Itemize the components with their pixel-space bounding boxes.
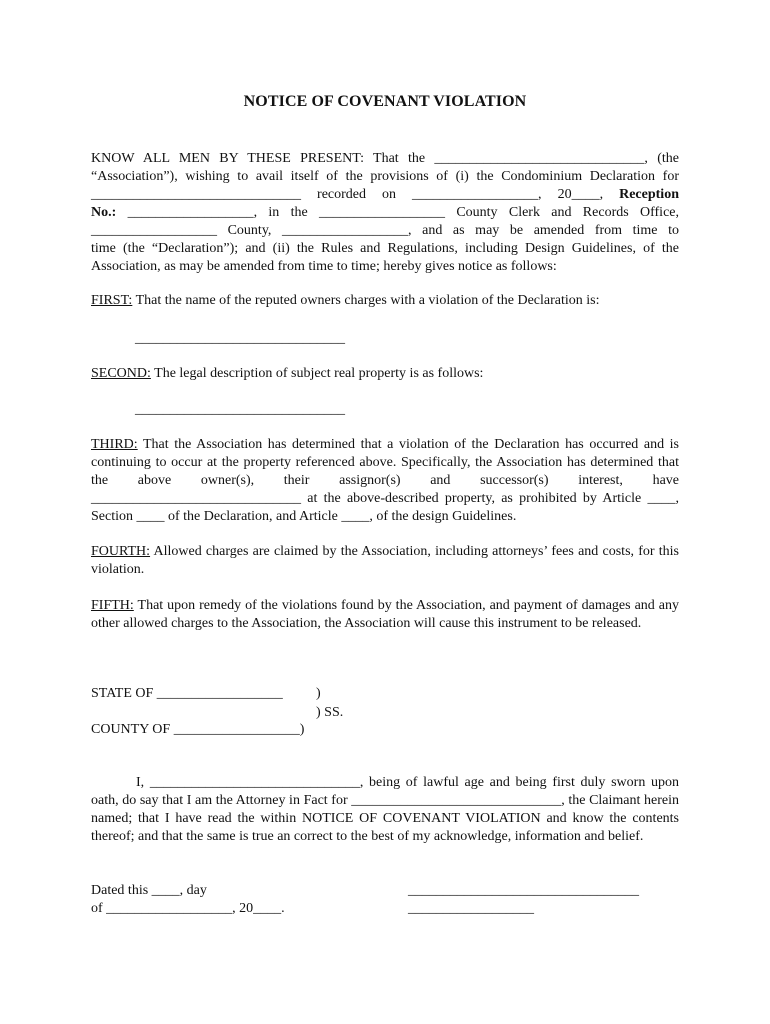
intro-line-3 — [91, 186, 679, 204]
dated-line-1: Dated this ____, day — [91, 883, 207, 898]
fifth-label: FIFTH: — [91, 598, 134, 613]
intro-line-3-text: ______________________________ recorded on __________________, 20____, — [91, 187, 620, 202]
intro-line-4-text: __________________, in the __________________ County Clerk and Records Office, — [116, 205, 679, 220]
ss-label: ) SS. — [316, 705, 344, 720]
intro-line-5: __________________ County, __________________, and as may be amended from time to — [91, 223, 679, 238]
second-text: The legal description of subject real property is as follows: — [150, 366, 484, 381]
first-paragraph — [91, 292, 679, 310]
second-paragraph — [91, 365, 679, 383]
intro-line-1: KNOW ALL MEN BY THESE PRESENT: That the ______________________________, (the — [91, 151, 679, 166]
state-paren: ) — [316, 686, 321, 701]
signature-sub-line: __________________ — [408, 901, 534, 916]
first-text: That the name of the reputed owners charges with a violation of the Declaration is: — [132, 293, 600, 308]
intro-paragraph — [91, 150, 679, 276]
dated-line-2: of __________________, 20____. — [91, 901, 285, 916]
fourth-paragraph — [91, 543, 679, 579]
intro-line-6: time (the “Declaration”); and (ii) the Rules and Regulations, including Design Guidelines, of the — [91, 241, 679, 256]
document-title: NOTICE OF COVENANT VIOLATION — [243, 93, 527, 110]
state-of-line: STATE OF __________________ — [91, 686, 283, 701]
third-text: That the Association has determined that a violation of the Declaration has occurred and is continuing to occur at the property referenced above. Specifically, the Association has determined that the above owner(s), their assignor(s) and successor(s) interest, have ______________________________ at the above-described property, as prohibited by Article ____, Section ____ of the Declaration, and Article ____, of the design Guidelines. — [91, 437, 679, 524]
affidavit-paragraph: I, ______________________________, being of lawful age and being first duly sworn upon oath, do say that I am the Attorney in Fact for ______________________________, the Claimant herein named; that I have read the within NOTICE OF COVENANT VIOLATION and know the contents thereof; and that the same is true an correct to the best of my acknowledge, information and belief. — [91, 775, 679, 844]
fifth-text: That upon remedy of the violations found by the Association, and payment of damages and any other allowed charges to the Association, the Association will cause this instrument to be released. — [91, 598, 679, 631]
fourth-label: FOURTH: — [91, 544, 151, 559]
fifth-paragraph — [91, 597, 679, 633]
third-label: THIRD: — [91, 437, 138, 452]
intro-line-4 — [91, 204, 679, 222]
reception-label: Reception — [619, 187, 679, 202]
fourth-text: Allowed charges are claimed by the Association, including attorneys’ fees and costs, for this violation. — [91, 544, 679, 577]
intro-line-7: Association, as may be amended from time to time; hereby gives notice as follows: — [91, 259, 557, 274]
reception-no-label: No.: — [91, 205, 117, 220]
signature-line: _________________________________ — [408, 883, 639, 898]
second-blank-line: ______________________________ — [135, 402, 345, 417]
first-label: FIRST: — [91, 293, 133, 308]
intro-line-2: “Association”), wishing to avail itself of the provisions of (i) the Condominium Declaration for — [91, 169, 679, 184]
county-of-line: COUNTY OF __________________) — [91, 722, 305, 737]
third-paragraph — [91, 436, 679, 526]
first-blank-line: ______________________________ — [135, 331, 345, 346]
second-label: SECOND: — [91, 366, 151, 381]
